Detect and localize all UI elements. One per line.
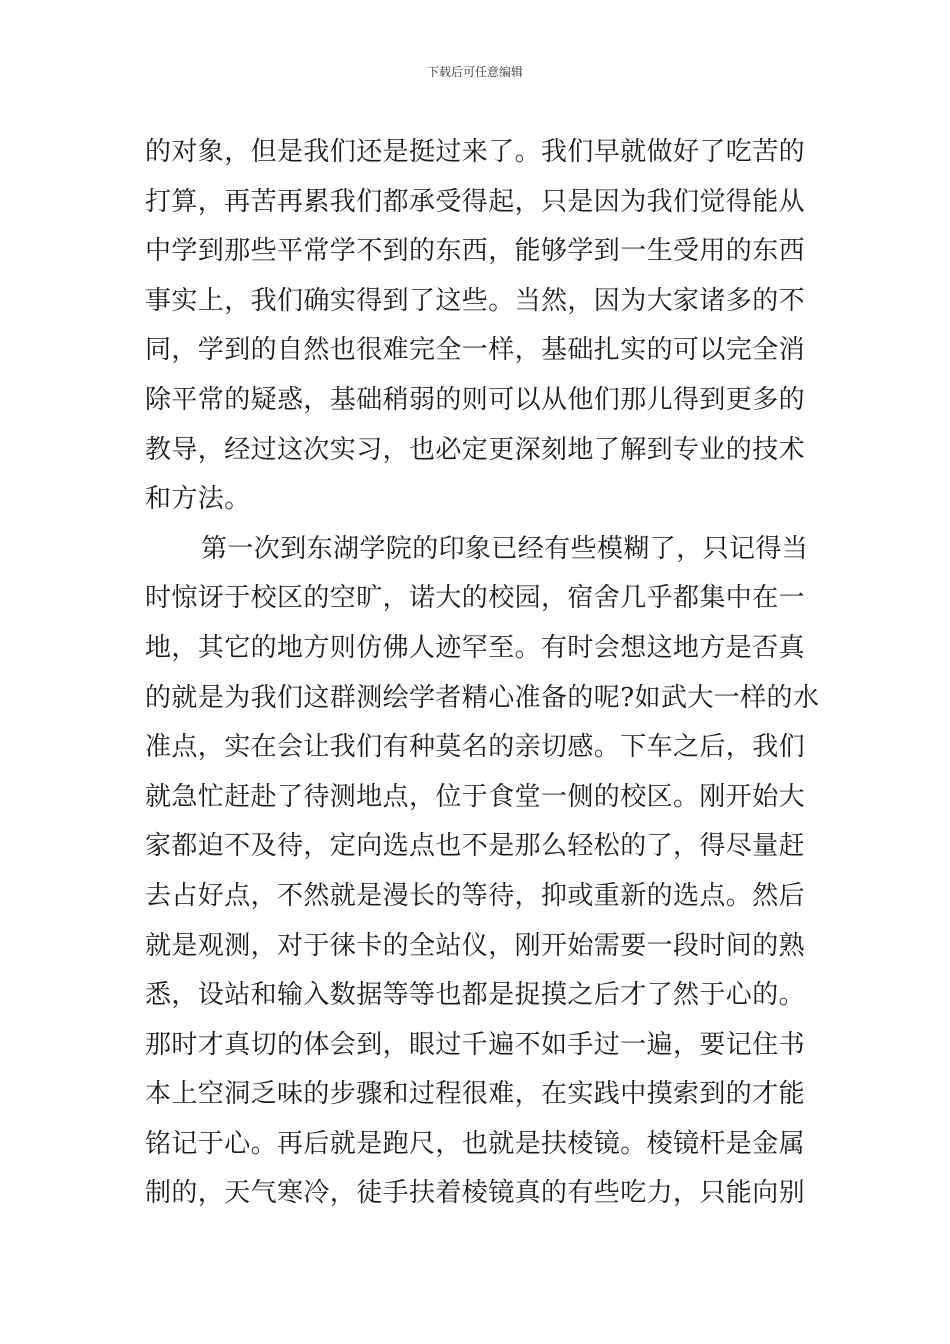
text-line: 制的，天气寒冷，徒手扶着棱镜真的有些吃力，只能向别 [145,1178,806,1209]
text-line: 的就是为我们这群测绘学者精心准备的呢?如武大一样的水 [145,682,820,713]
paragraph-first-line: 第一次到东湖学院的印象已经有些模糊了，只记得当 [201,533,809,564]
page-header: 下载后可任意编辑 [426,65,523,79]
text-line: 家都迫不及待，定向选点也不是那么轻松的了，得尽量赶 [145,831,806,862]
text-line: 事实上，我们确实得到了这些。当然，因为大家诸多的不 [145,285,806,316]
document-body [145,128,820,1219]
text-line: 铭记于心。再后就是跑尺，也就是扶棱镜。棱镜杆是金属 [145,1128,806,1159]
text-line: 同，学到的自然也很难完全一样，基础扎实的可以完全消 [145,335,806,366]
text-line: 除平常的疑惑，基础稍弱的则可以从他们那儿得到更多的 [145,384,806,415]
text-line: 地，其它的地方则仿佛人迹罕至。有时会想这地方是否真 [145,632,806,663]
text-line: 打算，再苦再累我们都承受得起，只是因为我们觉得能从 [145,186,806,217]
text-line: 就是观测，对于徕卡的全站仪，刚开始需要一段时间的熟 [145,930,806,961]
text-line: 悉，设站和输入数据等等也都是捉摸之后才了然于心的。 [145,980,806,1011]
text-line: 就急忙赶赴了待测地点，位于食堂一侧的校区。刚开始大 [145,781,806,812]
text-line: 时惊讶于校区的空旷，诺大的校园，宿舍几乎都集中在一 [145,583,806,614]
text-line: 那时才真切的体会到，眼过千遍不如手过一遍，要记住书 [145,1029,806,1060]
text-line: 去占好点，不然就是漫长的等待，抑或重新的选点。然后 [145,880,806,911]
text-line: 和方法。 [145,484,251,515]
text-line: 准点，实在会让我们有种莫名的亲切感。下车之后，我们 [145,732,806,763]
text-line: 教导，经过这次实习，也必定更深刻地了解到专业的技术 [145,434,806,465]
text-line: 本上空洞乏味的步骤和过程很难，在实践中摸索到的才能 [145,1079,806,1110]
text-line: 的对象，但是我们还是挺过来了。我们早就做好了吃苦的 [145,137,806,167]
text-line: 中学到那些平常学不到的东西，能够学到一生受用的东西 [145,236,806,267]
